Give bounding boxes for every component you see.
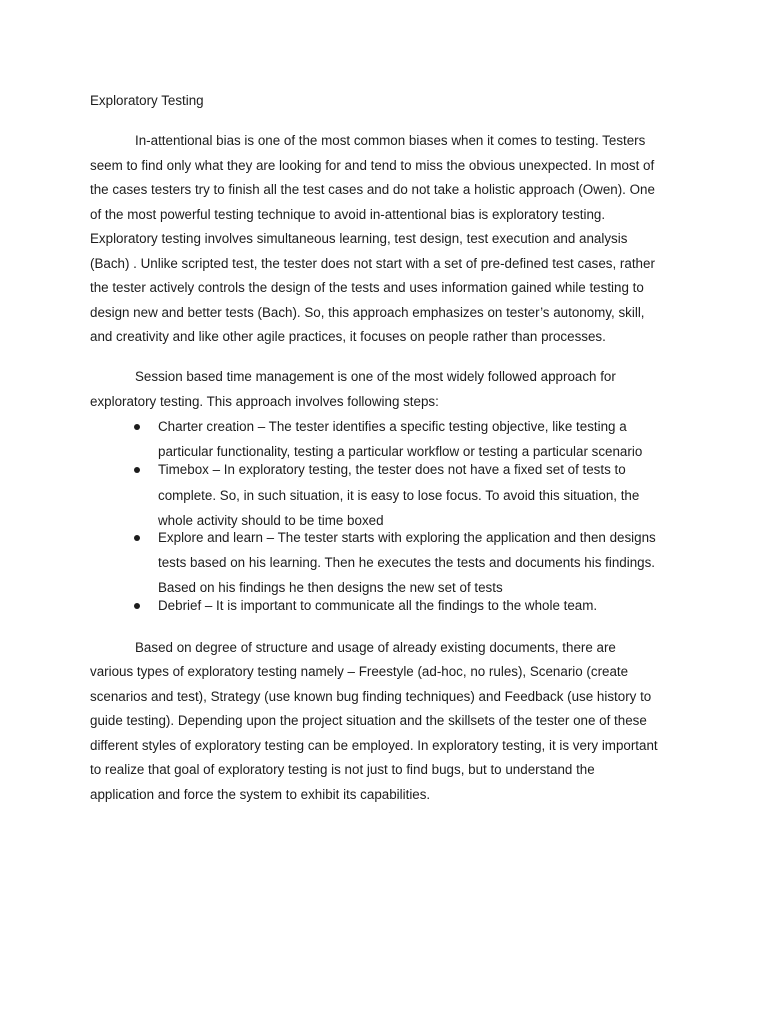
paragraph-3-line: various types of exploratory testing namely – Freestyle (ad-hoc, no rules), Scenario (create [90,664,629,679]
paragraph-3-line: guide testing). Depending upon the project situation and the skillsets of the tester one of these [90,713,647,728]
list-item-line: Timebox – In exploratory testing, the tester does not have a fixed set of tests to [158,462,626,477]
paragraph-2-line: exploratory testing. This approach involves following steps: [90,394,439,409]
bullet-dot-icon [134,535,140,541]
paragraph-3-line: application and force the system to exhibit its capabilities. [90,787,431,802]
paragraph-1-line: the tester actively controls the design of the tests and uses information gained while testing to [90,280,644,295]
paragraph-1-line: of the most powerful testing technique to avoid in-attentional bias is exploratory testing. [90,207,606,222]
list-item-line: whole activity should to be time boxed [158,513,384,528]
bullet-dot-icon [134,467,140,473]
list-item-line: Debrief – It is important to communicate all the findings to the whole team. [158,598,598,613]
bullet-dot-icon [134,603,140,609]
paragraph-3-line: scenarios and test), Strategy (use known bug finding techniques) and Feedback (use history to [90,689,652,704]
paragraph-1-line: In-attentional bias is one of the most common biases when it comes to testing. Testers [135,133,646,148]
paragraph-3-line: Based on degree of structure and usage of already existing documents, there are [135,640,616,655]
list-item-line: complete. So, in such situation, it is easy to lose focus. To avoid this situation, the [158,488,640,503]
list-item-line: particular functionality, testing a particular workflow or testing a particular scenario [158,444,643,459]
paragraph-1-line: design new and better tests (Bach). So, this approach emphasizes on tester’s autonomy, skill, [90,305,645,320]
paragraph-1-line: and creativity and like other agile practices, it focuses on people rather than processes. [90,329,606,344]
paragraph-1-line: (Bach) . Unlike scripted test, the tester does not start with a set of pre-defined test cases, rather [90,256,655,271]
paragraph-1-line: the cases testers try to finish all the test cases and do not take a holistic approach (Owen). One [90,182,655,197]
paragraph-3-line: different styles of exploratory testing can be employed. In exploratory testing, it is very important [90,738,658,753]
list-item-line: Explore and learn – The tester starts with exploring the application and then designs [158,530,656,545]
document-title: Exploratory Testing [90,93,204,108]
bullet-dot-icon [134,424,140,430]
list-item-line: Based on his findings he then designs the new set of tests [158,580,503,595]
paragraph-1-line: seem to find only what they are looking for and tend to miss the obvious unexpected. In most of [90,158,655,173]
paragraph-2-line: Session based time management is one of the most widely followed approach for [135,369,616,384]
list-item-line: Charter creation – The tester identifies a specific testing objective, like testing a [158,419,627,434]
paragraph-3-line: to realize that goal of exploratory testing is not just to find bugs, but to understand the [90,762,595,777]
list-item-line: tests based on his learning. Then he executes the tests and documents his findings. [158,555,656,570]
paragraph-1-line: Exploratory testing involves simultaneous learning, test design, test execution and analysis [90,231,628,246]
